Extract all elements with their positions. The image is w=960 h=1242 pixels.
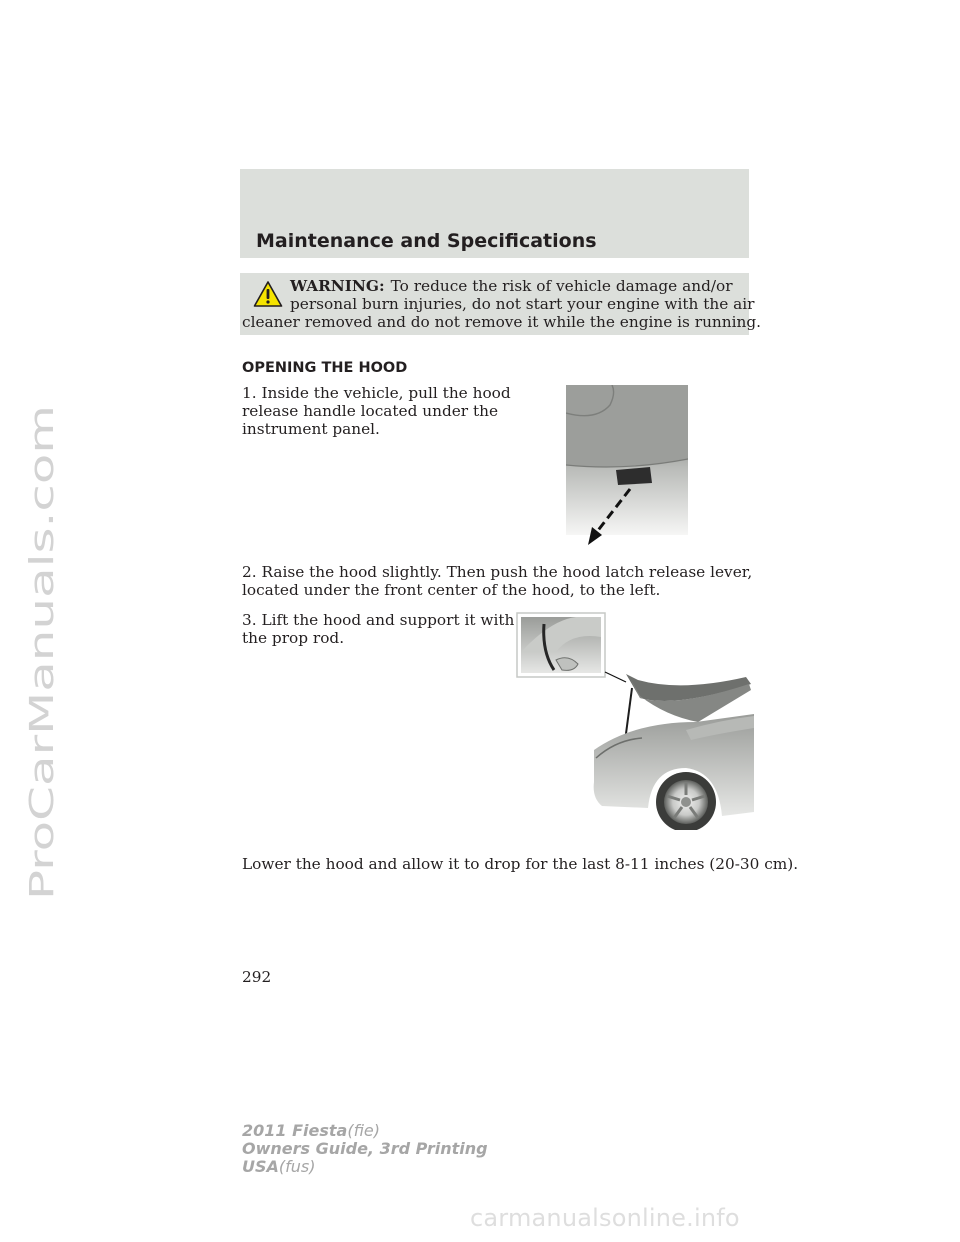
footer-guide-line [242, 1140, 488, 1158]
step-2-line: located under the front center of the hood, to the left. [242, 581, 661, 599]
footer-market: USA [242, 1157, 279, 1176]
step-3-line: 3. Lift the hood and support it with [242, 611, 515, 629]
warning-line-3: cleaner removed and do not remove it while the engine is running. [242, 313, 762, 331]
closing-paragraph [242, 855, 798, 873]
section-title: Maintenance and Specifications [256, 230, 597, 252]
warning-line-2: personal burn injuries, do not start your engine with the air [290, 295, 755, 313]
warning-line-1 [240, 277, 749, 295]
page-number: 292 [242, 968, 272, 986]
step-1-line: 1. Inside the vehicle, pull the hood [242, 384, 511, 402]
step-3-line: the prop rod. [242, 629, 345, 647]
hood-prop-rod-illustration [516, 612, 754, 830]
side-watermark [8, 380, 64, 900]
wheel-icon [656, 772, 716, 830]
footer-guide: Owners Guide, 3rd Printing [242, 1139, 488, 1158]
step-1-line: release handle located under the [242, 402, 499, 420]
bottom-watermark: carmanualsonline.info [470, 1204, 740, 1232]
warning-text [240, 277, 762, 331]
side-watermark-text: ProCarManuals.com [22, 572, 61, 900]
warning-line-1-text: To reduce the risk of vehicle damage and/or [390, 277, 733, 295]
step-3-paragraph [242, 611, 514, 647]
warning-label: WARNING: [290, 277, 385, 295]
prop-rod-detail-inset [517, 613, 605, 677]
step-1-line: instrument panel. [242, 420, 380, 438]
footer-model-line [242, 1122, 488, 1140]
footer-market-code: (fus) [278, 1157, 316, 1176]
step-2-paragraph [242, 563, 752, 599]
footer-model: 2011 Fiesta [242, 1121, 348, 1140]
section-header-band [240, 169, 749, 258]
footer-model-code: (fie) [347, 1121, 381, 1140]
document-footer [242, 1122, 488, 1176]
step-2-line: 2. Raise the hood slightly. Then push the hood latch release lever, [242, 563, 753, 581]
closing-line: Lower the hood and allow it to drop for the last 8-11 inches (20-30 cm). [242, 855, 799, 873]
warning-box [240, 273, 762, 335]
footer-market-line [242, 1158, 488, 1176]
hood-release-handle-illustration [566, 385, 688, 550]
section-heading: OPENING THE HOOD [242, 360, 408, 376]
step-1-paragraph [242, 384, 511, 438]
